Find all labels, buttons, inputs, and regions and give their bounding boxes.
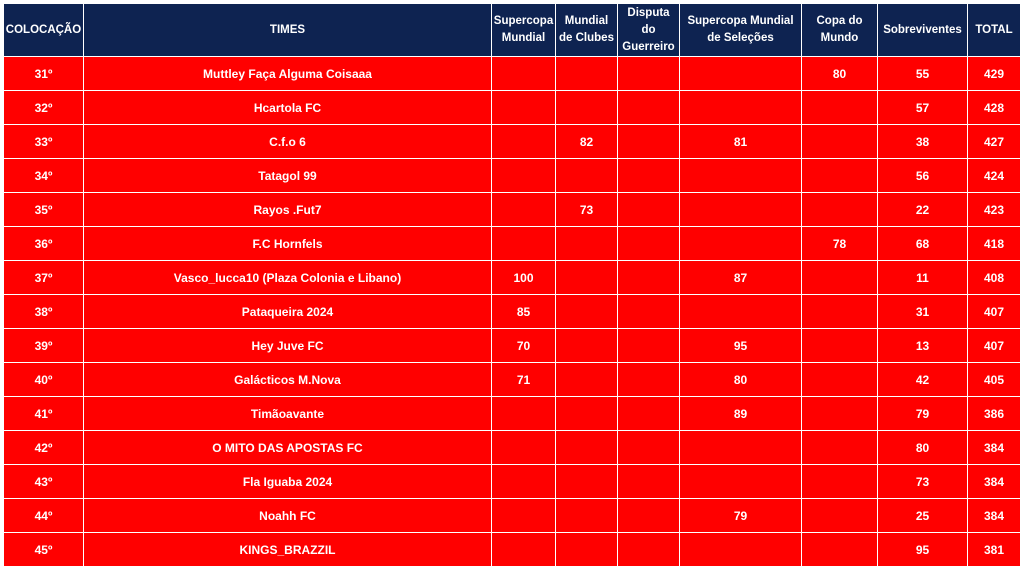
cell-total[interactable]: 429 bbox=[968, 57, 1021, 91]
table-row[interactable] bbox=[4, 499, 1021, 533]
column-header-line: Guerreiro bbox=[622, 40, 675, 53]
cell-position[interactable]: 35º bbox=[4, 193, 84, 227]
column-header-line: Mundial bbox=[564, 15, 609, 27]
cell-mundial-clubes[interactable] bbox=[556, 261, 618, 295]
cell-mundial-clubes[interactable] bbox=[556, 295, 618, 329]
cell-total[interactable]: 424 bbox=[968, 159, 1021, 193]
cell-disputa-guerreiro[interactable] bbox=[618, 499, 680, 533]
cell-team[interactable]: Hey Juve FC bbox=[84, 329, 492, 363]
cell-sobreviventes[interactable]: 55 bbox=[878, 57, 968, 91]
cell-position[interactable]: 38º bbox=[4, 295, 84, 329]
cell-supercopa-mundial[interactable]: 70 bbox=[492, 329, 556, 363]
column-header-line: de Seleções bbox=[707, 32, 774, 44]
cell-total[interactable]: 384 bbox=[968, 499, 1021, 533]
cell-disputa-guerreiro[interactable] bbox=[618, 57, 680, 91]
cell-team[interactable]: Rayos .Fut7 bbox=[84, 193, 492, 227]
cell-mundial-clubes[interactable] bbox=[556, 227, 618, 261]
cell-team[interactable]: KINGS_BRAZZIL bbox=[84, 533, 492, 567]
cell-sobreviventes[interactable]: 73 bbox=[878, 465, 968, 499]
cell-total[interactable]: 384 bbox=[968, 465, 1021, 499]
cell-supercopa-mundial[interactable]: 85 bbox=[492, 295, 556, 329]
cell-sobreviventes[interactable]: 57 bbox=[878, 91, 968, 125]
cell-team[interactable]: Timãoavante bbox=[84, 397, 492, 431]
cell-total[interactable]: 381 bbox=[968, 533, 1021, 567]
cell-supercopa-selecoes[interactable] bbox=[680, 431, 802, 465]
cell-supercopa-mundial[interactable] bbox=[492, 193, 556, 227]
column-header-line: Supercopa Mundial bbox=[687, 15, 794, 27]
column-header-line: TIMES bbox=[269, 23, 306, 36]
cell-sobreviventes[interactable]: 22 bbox=[878, 193, 968, 227]
cell-supercopa-selecoes[interactable]: 95 bbox=[680, 329, 802, 363]
cell-team[interactable]: Hcartola FC bbox=[84, 91, 492, 125]
cell-supercopa-mundial[interactable]: 71 bbox=[492, 363, 556, 397]
cell-supercopa-mundial[interactable] bbox=[492, 397, 556, 431]
cell-disputa-guerreiro[interactable] bbox=[618, 193, 680, 227]
cell-position[interactable]: 32º bbox=[4, 91, 84, 125]
cell-sobreviventes[interactable]: 38 bbox=[878, 125, 968, 159]
cell-mundial-clubes[interactable] bbox=[556, 363, 618, 397]
cell-position[interactable]: 31º bbox=[4, 57, 84, 91]
cell-mundial-clubes[interactable] bbox=[556, 57, 618, 91]
cell-copa-mundo[interactable] bbox=[802, 91, 878, 125]
cell-mundial-clubes[interactable] bbox=[556, 533, 618, 567]
cell-sobreviventes[interactable]: 80 bbox=[878, 431, 968, 465]
cell-supercopa-mundial[interactable] bbox=[492, 125, 556, 159]
cell-copa-mundo[interactable] bbox=[802, 431, 878, 465]
cell-mundial-clubes[interactable] bbox=[556, 465, 618, 499]
column-header-line: Sobreviventes bbox=[883, 23, 962, 36]
cell-total[interactable]: 407 bbox=[968, 329, 1021, 363]
column-header-supercopa-mundial[interactable] bbox=[492, 4, 556, 57]
column-header-line: Copa do bbox=[816, 15, 863, 27]
cell-team[interactable]: Noahh FC bbox=[84, 499, 492, 533]
cell-disputa-guerreiro[interactable] bbox=[618, 329, 680, 363]
cell-disputa-guerreiro[interactable] bbox=[618, 397, 680, 431]
cell-mundial-clubes[interactable]: 73 bbox=[556, 193, 618, 227]
cell-supercopa-selecoes[interactable] bbox=[680, 465, 802, 499]
cell-position[interactable]: 44º bbox=[4, 499, 84, 533]
cell-sobreviventes[interactable]: 11 bbox=[878, 261, 968, 295]
cell-position[interactable]: 37º bbox=[4, 261, 84, 295]
column-header-supercopa-selecoes[interactable] bbox=[680, 4, 802, 57]
table-row[interactable] bbox=[4, 533, 1021, 567]
cell-position[interactable]: 33º bbox=[4, 125, 84, 159]
table-row[interactable] bbox=[4, 159, 1021, 193]
cell-mundial-clubes[interactable]: 82 bbox=[556, 125, 618, 159]
cell-position[interactable]: 39º bbox=[4, 329, 84, 363]
cell-supercopa-selecoes[interactable] bbox=[680, 533, 802, 567]
column-header-disputa-guerreiro[interactable] bbox=[618, 4, 680, 57]
cell-sobreviventes[interactable]: 56 bbox=[878, 159, 968, 193]
cell-copa-mundo[interactable] bbox=[802, 159, 878, 193]
column-header-team[interactable] bbox=[84, 4, 492, 57]
cell-copa-mundo[interactable] bbox=[802, 295, 878, 329]
cell-disputa-guerreiro[interactable] bbox=[618, 261, 680, 295]
cell-team[interactable]: C.f.o 6 bbox=[84, 125, 492, 159]
cell-total[interactable]: 384 bbox=[968, 431, 1021, 465]
cell-disputa-guerreiro[interactable] bbox=[618, 295, 680, 329]
cell-team[interactable]: Galácticos M.Nova bbox=[84, 363, 492, 397]
cell-copa-mundo[interactable]: 78 bbox=[802, 227, 878, 261]
cell-position[interactable]: 41º bbox=[4, 397, 84, 431]
cell-team[interactable]: Muttley Faça Alguma Coisaaa bbox=[84, 57, 492, 91]
table-row[interactable] bbox=[4, 57, 1021, 91]
column-header-sobreviventes[interactable] bbox=[878, 4, 968, 57]
column-header-position[interactable] bbox=[4, 4, 84, 57]
cell-team[interactable]: Tatagol 99 bbox=[84, 159, 492, 193]
cell-supercopa-mundial[interactable] bbox=[492, 227, 556, 261]
table-row[interactable] bbox=[4, 465, 1021, 499]
column-header-line: Mundo bbox=[820, 32, 859, 44]
cell-supercopa-selecoes[interactable] bbox=[680, 227, 802, 261]
cell-mundial-clubes[interactable] bbox=[556, 397, 618, 431]
cell-position[interactable]: 42º bbox=[4, 431, 84, 465]
table-body bbox=[4, 57, 1021, 567]
cell-disputa-guerreiro[interactable] bbox=[618, 533, 680, 567]
cell-position[interactable]: 43º bbox=[4, 465, 84, 499]
cell-supercopa-mundial[interactable] bbox=[492, 499, 556, 533]
cell-supercopa-mundial[interactable] bbox=[492, 91, 556, 125]
cell-supercopa-mundial[interactable] bbox=[492, 159, 556, 193]
cell-supercopa-mundial[interactable] bbox=[492, 465, 556, 499]
ranking-table bbox=[3, 3, 1021, 567]
cell-copa-mundo[interactable] bbox=[802, 533, 878, 567]
cell-supercopa-selecoes[interactable] bbox=[680, 295, 802, 329]
cell-copa-mundo[interactable] bbox=[802, 261, 878, 295]
cell-disputa-guerreiro[interactable] bbox=[618, 159, 680, 193]
column-header-line: Disputa bbox=[627, 6, 670, 19]
header-row bbox=[4, 4, 1021, 57]
cell-total[interactable]: 405 bbox=[968, 363, 1021, 397]
table-row[interactable] bbox=[4, 329, 1021, 363]
cell-team[interactable]: Fla Iguaba 2024 bbox=[84, 465, 492, 499]
cell-sobreviventes[interactable]: 42 bbox=[878, 363, 968, 397]
table-row[interactable] bbox=[4, 91, 1021, 125]
cell-mundial-clubes[interactable] bbox=[556, 431, 618, 465]
cell-supercopa-mundial[interactable] bbox=[492, 431, 556, 465]
cell-total[interactable]: 407 bbox=[968, 295, 1021, 329]
cell-supercopa-selecoes[interactable]: 89 bbox=[680, 397, 802, 431]
column-header-line: do bbox=[641, 23, 656, 36]
cell-total[interactable]: 427 bbox=[968, 125, 1021, 159]
cell-position[interactable]: 34º bbox=[4, 159, 84, 193]
cell-total[interactable]: 423 bbox=[968, 193, 1021, 227]
cell-copa-mundo[interactable] bbox=[802, 193, 878, 227]
cell-total[interactable]: 428 bbox=[968, 91, 1021, 125]
cell-sobreviventes[interactable]: 68 bbox=[878, 227, 968, 261]
cell-copa-mundo[interactable] bbox=[802, 397, 878, 431]
cell-copa-mundo[interactable] bbox=[802, 465, 878, 499]
cell-sobreviventes[interactable]: 13 bbox=[878, 329, 968, 363]
cell-mundial-clubes[interactable] bbox=[556, 329, 618, 363]
cell-position[interactable]: 45º bbox=[4, 533, 84, 567]
table-row[interactable] bbox=[4, 295, 1021, 329]
table-row[interactable] bbox=[4, 125, 1021, 159]
cell-mundial-clubes[interactable] bbox=[556, 499, 618, 533]
cell-copa-mundo[interactable] bbox=[802, 499, 878, 533]
table-row[interactable] bbox=[4, 227, 1021, 261]
cell-total[interactable]: 408 bbox=[968, 261, 1021, 295]
cell-sobreviventes[interactable]: 25 bbox=[878, 499, 968, 533]
cell-supercopa-selecoes[interactable]: 80 bbox=[680, 363, 802, 397]
cell-team[interactable]: O MITO DAS APOSTAS FC bbox=[84, 431, 492, 465]
cell-disputa-guerreiro[interactable] bbox=[618, 125, 680, 159]
table-row[interactable] bbox=[4, 431, 1021, 465]
table-row[interactable] bbox=[4, 363, 1021, 397]
cell-team[interactable]: F.C Hornfels bbox=[84, 227, 492, 261]
cell-sobreviventes[interactable]: 31 bbox=[878, 295, 968, 329]
column-header-copa-mundo[interactable] bbox=[802, 4, 878, 57]
cell-supercopa-selecoes[interactable] bbox=[680, 159, 802, 193]
column-header-total[interactable] bbox=[968, 4, 1021, 57]
cell-position[interactable]: 36º bbox=[4, 227, 84, 261]
cell-sobreviventes[interactable]: 95 bbox=[878, 533, 968, 567]
cell-total[interactable]: 418 bbox=[968, 227, 1021, 261]
cell-supercopa-selecoes[interactable]: 79 bbox=[680, 499, 802, 533]
cell-disputa-guerreiro[interactable] bbox=[618, 363, 680, 397]
cell-supercopa-mundial[interactable] bbox=[492, 533, 556, 567]
cell-disputa-guerreiro[interactable] bbox=[618, 227, 680, 261]
cell-supercopa-mundial[interactable] bbox=[492, 57, 556, 91]
cell-mundial-clubes[interactable] bbox=[556, 91, 618, 125]
table-row[interactable] bbox=[4, 261, 1021, 295]
column-header-line: de Clubes bbox=[559, 32, 614, 44]
cell-position[interactable]: 40º bbox=[4, 363, 84, 397]
column-header-line: TOTAL bbox=[975, 23, 1013, 36]
ranking-sheet bbox=[3, 3, 1021, 567]
cell-team[interactable]: Vasco_lucca10 (Plaza Colonia e Libano) bbox=[84, 261, 492, 295]
table-row[interactable] bbox=[4, 397, 1021, 431]
cell-supercopa-selecoes[interactable] bbox=[680, 193, 802, 227]
column-header-line: COLOCAÇÃO bbox=[5, 23, 82, 36]
cell-supercopa-selecoes[interactable]: 87 bbox=[680, 261, 802, 295]
cell-disputa-guerreiro[interactable] bbox=[618, 431, 680, 465]
cell-disputa-guerreiro[interactable] bbox=[618, 91, 680, 125]
cell-team[interactable]: Pataqueira 2024 bbox=[84, 295, 492, 329]
cell-copa-mundo[interactable] bbox=[802, 329, 878, 363]
cell-total[interactable]: 386 bbox=[968, 397, 1021, 431]
cell-disputa-guerreiro[interactable] bbox=[618, 465, 680, 499]
column-header-line: Mundial bbox=[501, 32, 546, 44]
cell-copa-mundo[interactable] bbox=[802, 125, 878, 159]
cell-copa-mundo[interactable]: 80 bbox=[802, 57, 878, 91]
cell-supercopa-selecoes[interactable] bbox=[680, 57, 802, 91]
cell-sobreviventes[interactable]: 79 bbox=[878, 397, 968, 431]
cell-supercopa-mundial[interactable]: 100 bbox=[492, 261, 556, 295]
cell-copa-mundo[interactable] bbox=[802, 363, 878, 397]
cell-supercopa-selecoes[interactable] bbox=[680, 91, 802, 125]
cell-supercopa-selecoes[interactable]: 81 bbox=[680, 125, 802, 159]
table-row[interactable] bbox=[4, 193, 1021, 227]
column-header-line: Supercopa bbox=[493, 15, 554, 27]
column-header-mundial-clubes[interactable] bbox=[556, 4, 618, 57]
cell-mundial-clubes[interactable] bbox=[556, 159, 618, 193]
